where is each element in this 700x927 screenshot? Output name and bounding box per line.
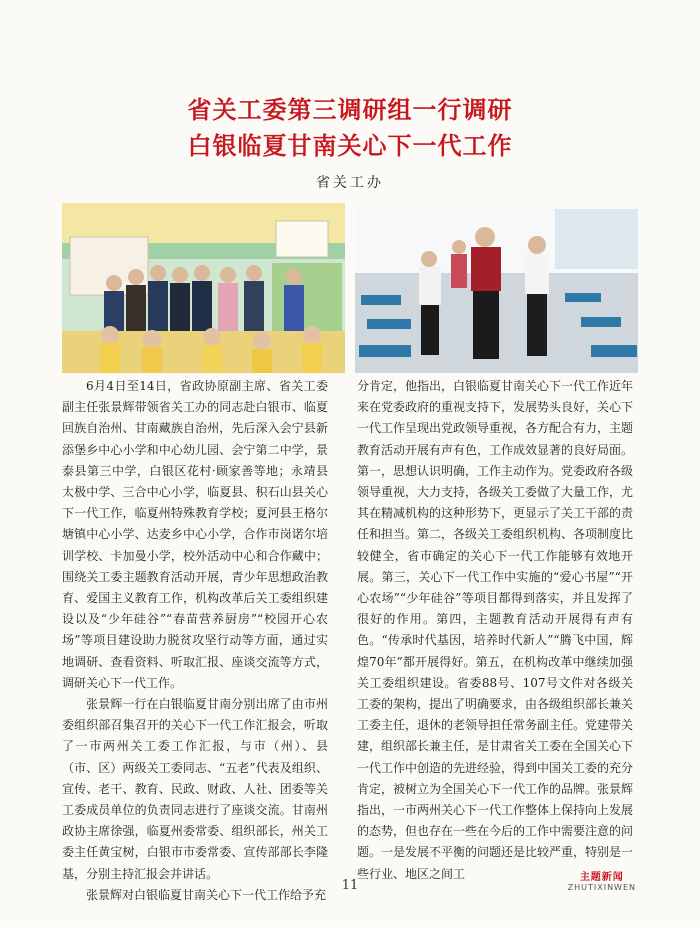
paragraph: 6月4日至14日，省政协原副主席、省关工委副主任张景辉带领省关工办的同志赴白银市、临夏回族自治州、甘南藏族自治州，先后深入会宁县新添堡乡中心小学和中心幼儿园、会宁第二中学，景泰县第三中学，白银区花村·顾家善等地；永靖县太极中学、三合中心小学，临夏县、积石山县关心下一代工作，临夏州特殊教育学校；夏河县王格尔塘镇中心小学、达麦乡中心小学，合作市岗诺尔培训学校、卡加曼小学，校外活动中心和合作藏中；围绕关工委主题教育活动开展，青少年思想政治教育、爱国主义教育工作，机构改革后关工委组织建设以及“少年硅谷”“春苗营养厨房”“校园开心农场”等项目建设助力脱贫攻坚行动等方面，通过实地调研、查看资料、听取汇报、座谈交流等方式，调研关心下一代工作。 — [62, 379, 328, 690]
brand-subtitle: ZHUTIXINWEN — [567, 883, 636, 892]
paragraph: 分肯定，他指出，白银临夏甘南关心下一代工作近年来在党委政府的重视支持下，发展势头良好，关心下一代工作呈现出党政领导重视，各方配合有力，主题教育活动开展有声有色，工作成效显著的良好局面。第一，思想认识明确，工作主动作为。党委政府各级领导重视，大力支持，各级关工委做了大量工作，尤其在精减机构的这种形势下，更显示了关工干部的责任和担当。第二，各级关工委组织机构、各项制度比较健全，省市确定的关心下一代工作能够有效地开展。第三，关心下一代工作中实施的“爱心书屋”“开心农场”“少年硅谷”等项目都得到落实，并且发挥了很好的作用。第四，主题教育活动开展得有声有色。“传承时代基因，培养时代新人”“腾飞中国，辉煌70年”都开展得好。第五，在机构改革中继续加强关工委组织建设。省委88号、107号文件对各级关工委的架构，提出了明确要求，由各级组织部长兼关工委主任，退休的老领导担任常务副主任。党建带关建，组织部长兼主任，是甘肃省关工委在全国关心下一代工作中创造的先进经验，得到中国关工委的充分肯定，被树立为全国关心下一代工作的品牌。张景辉指出，一市两州关心下一代工作整体上保持向上发展的态势，但也存在一些在今后的工作中需要注意的问题。一是发展不平衡的问题还是比较严重，特别是一些行业、地区之间工 — [357, 379, 634, 881]
page-number: 11 — [341, 878, 359, 893]
paragraph: 张景辉一行在白银临夏甘南分别出席了由市州委组织部召集召开的关心下一代工作汇报会，听取了一市两州关工委工作汇报，与市（州）、县（市、区）两级关工委同志、“五老”代表及组织、宣传、老干、教育、民政、财政、人社、团委等关工委成员单位的负责同志进行了座谈交流。甘南州政协主席徐强，临夏州委常委、组织部长，州关工委主任黄宝树，白银市市委常委、宣传部部长李隆基，分别主持汇报会并讲话。 — [62, 697, 328, 881]
photo-canteen-visit — [355, 203, 638, 373]
article-column-right — [357, 376, 633, 885]
article-title — [0, 92, 700, 164]
title-line-1: 省关工委第三调研组一行调研 — [187, 95, 513, 124]
article-column-left — [62, 376, 328, 906]
brand-title: 主题新闻 — [579, 872, 624, 883]
photo-classroom-visit — [62, 203, 345, 373]
section-brand — [568, 868, 636, 892]
byline: 省关工办 — [316, 175, 384, 191]
title-line-2: 白银临夏甘南关心下一代工作 — [187, 131, 513, 160]
paragraph: 张景辉对白银临夏甘南关心下一代工作给予充 — [86, 887, 327, 902]
